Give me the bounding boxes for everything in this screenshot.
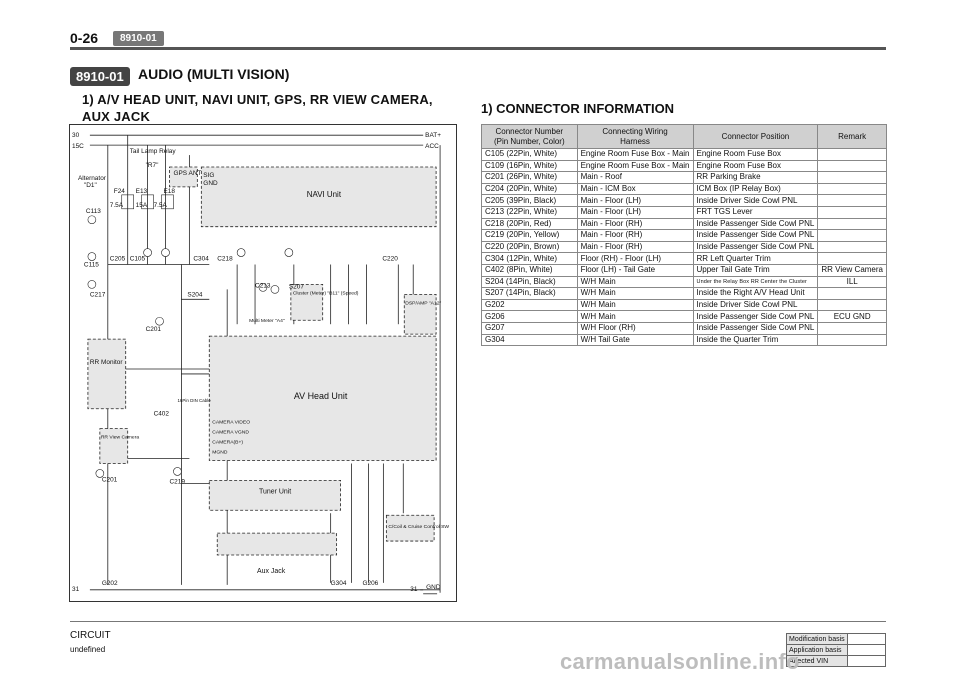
cell-harness: Main - Floor (RH) (577, 230, 693, 242)
cell-remark (818, 253, 887, 265)
cell-connector: G207 (482, 322, 578, 334)
footer-undefined: undefined (70, 645, 106, 654)
table-row (482, 149, 887, 161)
conn-c201: C201 (145, 326, 162, 334)
ground-g202: G202 (101, 579, 118, 587)
cell-remark (818, 160, 887, 172)
aux-jack-box (217, 533, 336, 555)
cell-harness: Engine Room Fuse Box - Main (577, 160, 693, 172)
header-connector-position: Connector Position (693, 125, 818, 149)
table-row (482, 334, 887, 346)
cell-connector: C105 (22Pin, White) (482, 149, 578, 161)
ground-g206: G206 (362, 579, 379, 587)
cell-position: Inside Driver Side Cowl PNL (693, 195, 818, 207)
conn-c217: C217 (89, 291, 106, 299)
navi-unit-label: NAVI Unit (306, 189, 342, 199)
connector-info-title: 1) CONNECTOR INFORMATION (481, 101, 675, 116)
diagram-subtitle: 1) A/V HEAD UNIT, NAVI UNIT, GPS, RR VIEW CAMERA, AUX JACK (82, 92, 433, 124)
fuse-e13-rating: 15A (135, 201, 148, 209)
cell-connector: G202 (482, 299, 578, 311)
table-row (482, 218, 887, 230)
line-15c-label: 15C (71, 143, 84, 151)
cell-position: Engine Room Fuse Box (693, 160, 818, 172)
cell-harness: Main - Floor (RH) (577, 241, 693, 253)
cell-remark (818, 172, 887, 184)
fuse-f24-label: F24 (113, 187, 125, 195)
table-row (482, 172, 887, 184)
cell-harness: W/H Main (577, 276, 693, 288)
conn-c201-lower: C201 (101, 476, 118, 484)
cell-position: RR Parking Brake (693, 172, 818, 184)
line-31-left: 31 (71, 585, 80, 593)
rr-monitor-label: RR Monitor (89, 358, 123, 366)
alternator-ref: "D1" (83, 181, 97, 189)
table-row (482, 183, 887, 195)
basis-table (786, 633, 886, 667)
cell-position: ICM Box (IP Relay Box) (693, 183, 818, 195)
line-30-label: 30 (71, 132, 80, 140)
table-row (482, 288, 887, 300)
basis-application: Application basis (787, 645, 848, 656)
cell-connector: S207 (14Pin, Black) (482, 288, 578, 300)
conn-c218: C218 (217, 255, 233, 263)
section-title: AUDIO (MULTI VISION) (138, 66, 290, 82)
cell-position: Inside Passenger Side Cowl PNL (693, 311, 818, 323)
conn-c213: C213 (255, 282, 271, 290)
cell-connector: C402 (8Pin, White) (482, 264, 578, 276)
header-connector-number: Connector Number (Pin Number, Color) (482, 125, 578, 149)
wiring-diagram (69, 124, 457, 602)
conn-c219: C219 (169, 478, 185, 486)
cell-connector: C204 (20Pin, White) (482, 183, 578, 195)
din-cable-label: 16Pin DIN Cable (177, 397, 211, 403)
basis-affected-vin: Affected VIN (787, 656, 848, 667)
basis-value (847, 634, 885, 645)
footer-circuit: CIRCUIT (70, 630, 111, 641)
cell-connector: C219 (20Pin, Yellow) (482, 230, 578, 242)
cell-harness: W/H Floor (RH) (577, 322, 693, 334)
cell-position: Inside Passenger Side Cowl PNL (693, 322, 818, 334)
conn-s204: S204 (187, 291, 203, 299)
cell-connector: C201 (26Pin, White) (482, 172, 578, 184)
tuner-unit-label: Tuner Unit (259, 488, 292, 496)
cell-remark (818, 299, 887, 311)
conn-c304: C304 (193, 255, 209, 263)
table-row (482, 264, 887, 276)
table-row (482, 241, 887, 253)
cell-harness: W/H Main (577, 311, 693, 323)
gps-sig-label: SIG (203, 171, 215, 179)
conn-c115: C115 (83, 261, 99, 269)
rr-view-camera-label: RR View Camera (100, 435, 140, 441)
camera-vgnd-label: CAMERA VGND (212, 430, 249, 436)
conn-c113: C113 (85, 207, 101, 215)
gnd-box-label: GND (426, 583, 441, 591)
gps-gnd-label: GND (203, 179, 218, 187)
header-rule (70, 47, 886, 50)
cell-remark (818, 195, 887, 207)
rr-monitor-box (88, 339, 126, 409)
fuse-e18-label: E18 (163, 187, 175, 195)
cell-remark: ECU GND (818, 311, 887, 323)
cell-remark (818, 218, 887, 230)
cell-remark (818, 334, 887, 346)
cell-harness: Main - Floor (RH) (577, 218, 693, 230)
cell-position: Inside Passenger Side Cowl PNL (693, 218, 818, 230)
acc-label: ACC (425, 143, 439, 151)
cell-position: FRT TGS Lever (693, 206, 818, 218)
cell-position: Engine Room Fuse Box (693, 149, 818, 161)
aux-jack-label: Aux Jack (257, 567, 286, 575)
footer-rule (70, 621, 886, 622)
connector-table-body (482, 149, 887, 346)
cell-connector: G304 (482, 334, 578, 346)
cell-connector: S204 (14Pin, Black) (482, 276, 578, 288)
watermark: carmanualsonline.info (560, 649, 800, 674)
cell-remark: ILL (818, 276, 887, 288)
conn-c220: C220 (382, 255, 398, 263)
cell-connector: G206 (482, 311, 578, 323)
wiring-diagram-svg (70, 125, 456, 601)
cell-remark (818, 230, 887, 242)
conn-c205: C205 (109, 255, 126, 263)
cell-harness: Engine Room Fuse Box - Main (577, 149, 693, 161)
multi-meter-label: Multi Meter "A4" (249, 319, 285, 325)
page-number: 0-26 (70, 30, 99, 46)
cell-harness: Main - Roof (577, 172, 693, 184)
cell-remark (818, 149, 887, 161)
cell-connector: C220 (20Pin, Brown) (482, 241, 578, 253)
connector-info-table (481, 124, 887, 346)
cell-harness: Floor (LH) - Tail Gate (577, 264, 693, 276)
bat-label: BAT+ (425, 132, 442, 140)
cell-connector: C304 (12Pin, White) (482, 253, 578, 265)
table-row (482, 276, 887, 288)
table-row (482, 206, 887, 218)
cell-remark (818, 241, 887, 253)
cell-position: Inside Passenger Side Cowl PNL (693, 230, 818, 242)
basis-value (847, 645, 885, 656)
camera-b-label: CAMERA(B+) (212, 440, 244, 446)
cell-remark: RR View Camera (818, 264, 887, 276)
rr-view-camera-box (100, 429, 128, 464)
cell-position: Inside the Right A/V Head Unit (693, 288, 818, 300)
basis-row (787, 645, 886, 656)
camera-video-label: CAMERA VIDEO (212, 420, 251, 426)
fuse-e18-rating: 7.5A (153, 201, 167, 209)
c-coil-label: C/Coil & Cruise Control SW (388, 525, 450, 531)
gps-ant-label: GPS ANT (173, 169, 202, 177)
cell-remark (818, 206, 887, 218)
header-remark: Remark (818, 125, 887, 149)
cell-remark (818, 288, 887, 300)
cell-position: Under the Relay Box RR Center the Cluster (693, 276, 818, 288)
cell-remark (818, 322, 887, 334)
ground-g304: G304 (330, 579, 347, 587)
cell-position: Inside Passenger Side Cowl PNL (693, 241, 818, 253)
conn-c105: C105 (129, 255, 146, 263)
mgnd-label: MGND (212, 450, 228, 456)
cell-harness: W/H Tail Gate (577, 334, 693, 346)
cell-harness: W/H Main (577, 299, 693, 311)
table-row (482, 195, 887, 207)
table-row (482, 311, 887, 323)
tail-lamp-relay-ref: "R7" (145, 162, 159, 170)
conn-c402: C402 (153, 410, 170, 418)
table-row (482, 230, 887, 242)
fuse-e13-label: E13 (135, 187, 148, 195)
table-row (482, 253, 887, 265)
cell-position: Inside the Quarter Trim (693, 334, 818, 346)
cell-position: Inside Driver Side Cowl PNL (693, 299, 818, 311)
cell-connector: C218 (20Pin, Red) (482, 218, 578, 230)
cell-harness: Main - Floor (LH) (577, 206, 693, 218)
fuse-f24-rating: 7.5A (109, 201, 124, 209)
section-badge: 8910-01 (70, 67, 130, 86)
cell-harness: W/H Main (577, 288, 693, 300)
cell-remark (818, 183, 887, 195)
cell-connector: C205 (39Pin, Black) (482, 195, 578, 207)
basis-modification: Modification basis (787, 634, 848, 645)
line-31-right: 31 (410, 585, 418, 593)
basis-row (787, 656, 886, 667)
av-head-unit-label: AV Head Unit (293, 390, 348, 401)
cell-connector: C213 (22Pin, White) (482, 206, 578, 218)
cell-harness: Main - Floor (LH) (577, 195, 693, 207)
conn-s207: S207 (288, 283, 304, 291)
table-row (482, 299, 887, 311)
table-row (482, 322, 887, 334)
table-row (482, 160, 887, 172)
tail-lamp-relay-label: Tail Lamp Relay (129, 148, 176, 156)
dsp-amp-label: DSP/AMP "A12" (405, 301, 442, 307)
basis-value (847, 656, 885, 667)
cell-connector: C109 (16Pin, White) (482, 160, 578, 172)
table-header-row (482, 125, 887, 149)
page-code-badge: 8910-01 (113, 31, 164, 46)
cell-position: RR Left Quarter Trim (693, 253, 818, 265)
cell-position: Upper Tail Gate Trim (693, 264, 818, 276)
alternator-label: Alternator (77, 174, 106, 182)
basis-row (787, 634, 886, 645)
cluster-label: Cluster (Meter) "B11" (Speed) (292, 291, 359, 297)
header-wiring-harness: Connecting Wiring Harness (577, 125, 693, 149)
cell-harness: Main - ICM Box (577, 183, 693, 195)
cell-harness: Floor (RH) - Floor (LH) (577, 253, 693, 265)
